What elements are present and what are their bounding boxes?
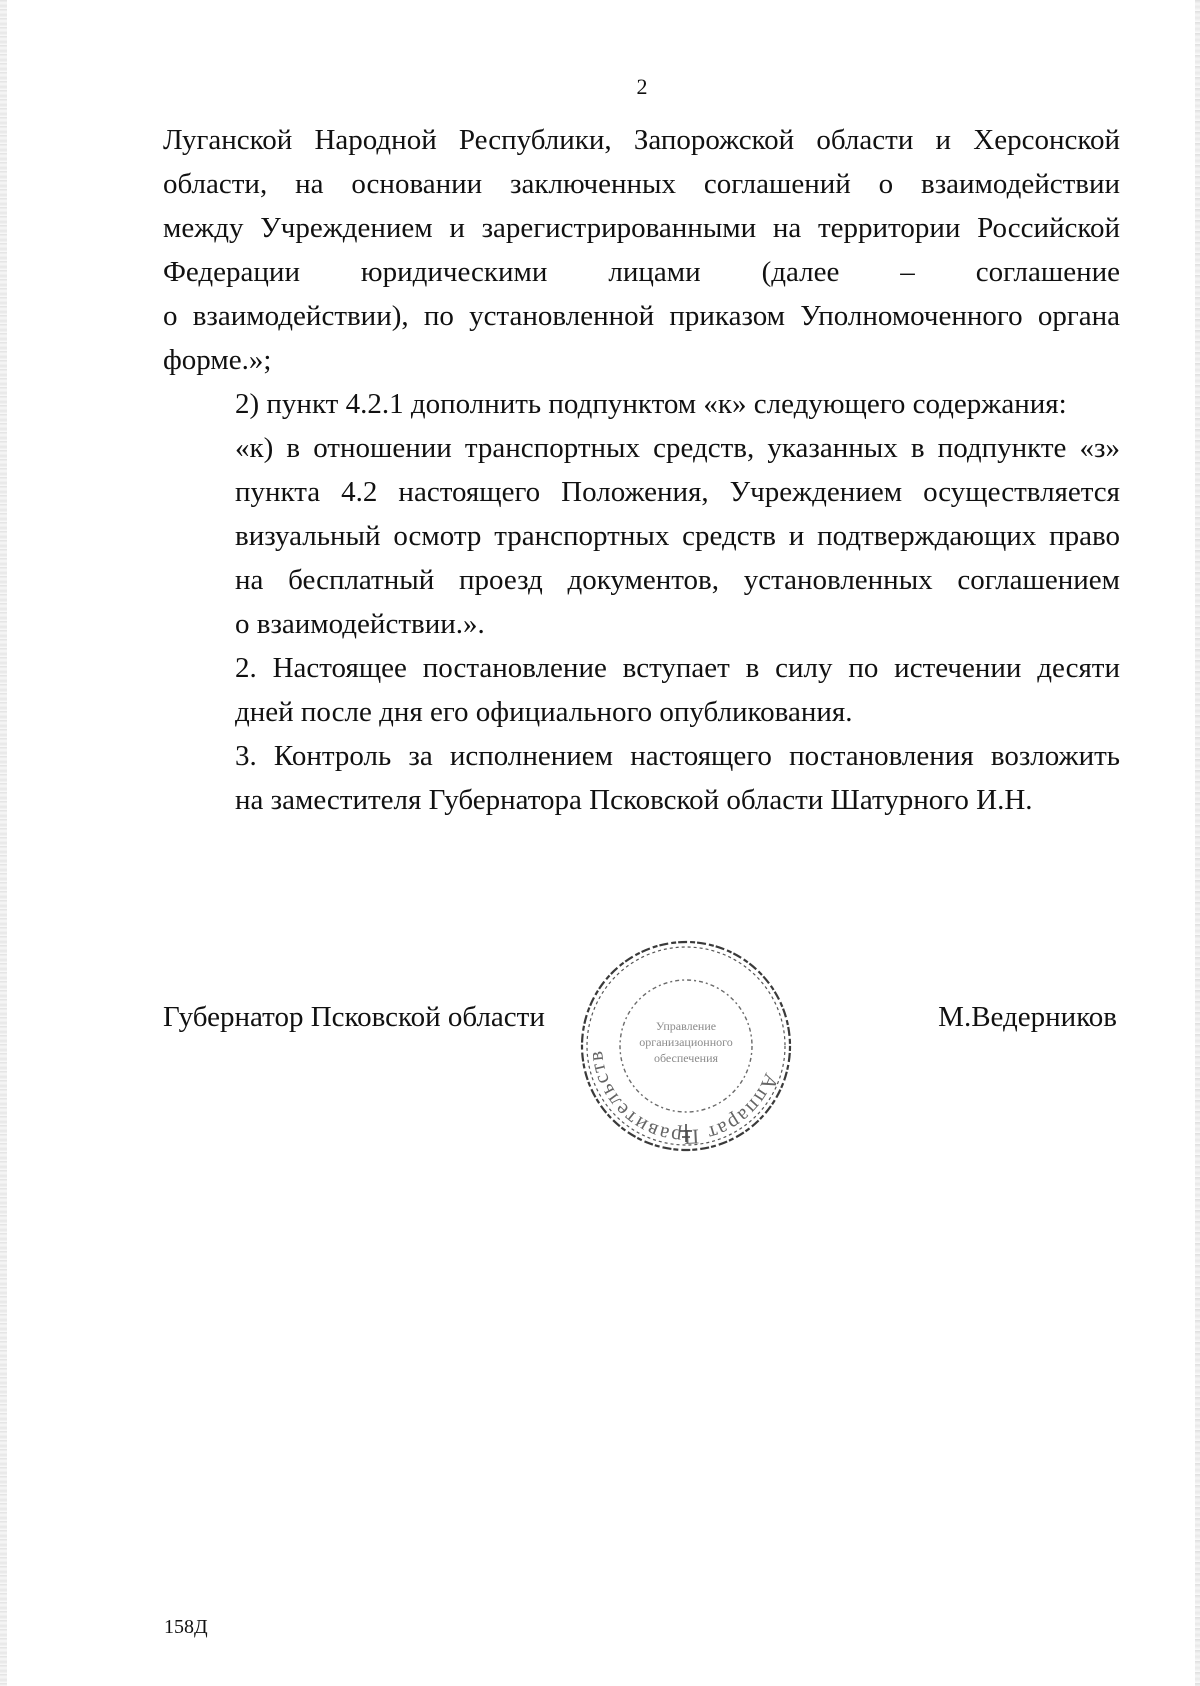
text-line: визуальный осмотр транспортных средств и подтверждающих право [235,520,1120,552]
text-line: пункта 4.2 настоящего Положения, Учреждением осуществляется [235,476,1120,508]
seal-inner-text: Управление [655,1019,717,1033]
seal-icon [577,937,795,1155]
signer-title: Губернатор Псковской области [163,1001,545,1033]
seal-outer-text: Аппарат Правительств [582,1048,784,1150]
paragraph-amendment-item: 2) пункт 4.2.1 дополнить подпунктом «к» следующего содержания: [235,388,1067,420]
text-line: «к) в отношении транспортных средств, указанных в подпункте «з» [235,432,1120,464]
paragraph-subitem-k [163,426,1120,646]
text-line: 3. Контроль за исполнением настоящего постановления возложить [235,740,1120,772]
paragraph-control [163,734,1120,822]
official-seal-stamp [577,937,795,1155]
text-line: между Учреждением и зарегистрированными на территории Российской [163,212,1120,244]
text-line: форме.»; [163,344,272,376]
seal-inner-text: организационного [639,1035,733,1049]
seal-inner-text: обеспечения [653,1051,719,1065]
text-line: о взаимодействии), по установленной приказом Уполномоченного органа [163,300,1120,332]
text-line: области, на основании заключенных соглашений о взаимодействии [163,168,1120,200]
text-line: на заместителя Губернатора Псковской области Шатурного И.Н. [235,784,1033,816]
scan-edge-left [0,0,7,1686]
text-line: Федерации юридическими лицами (далее – соглашение [163,256,1120,288]
page-number: 2 [636,74,648,99]
text-line: дней после дня его официального опубликования. [235,696,853,728]
scan-edge-right [1195,0,1200,1686]
text-line: Луганской Народной Республики, Запорожской области и Херсонской [163,124,1120,156]
paragraph-effective-date [163,646,1120,734]
text-line: 2. Настоящее постановление вступает в силу по истечении десяти [235,652,1120,684]
document-code: 158Д [164,1616,208,1638]
text-line: о взаимодействии.». [235,608,485,640]
document-body [163,118,1120,822]
text-line: на бесплатный проезд документов, установленных соглашением [235,564,1120,596]
paragraph-continuation [163,118,1120,382]
signer-name: М.Ведерников [938,1001,1117,1033]
